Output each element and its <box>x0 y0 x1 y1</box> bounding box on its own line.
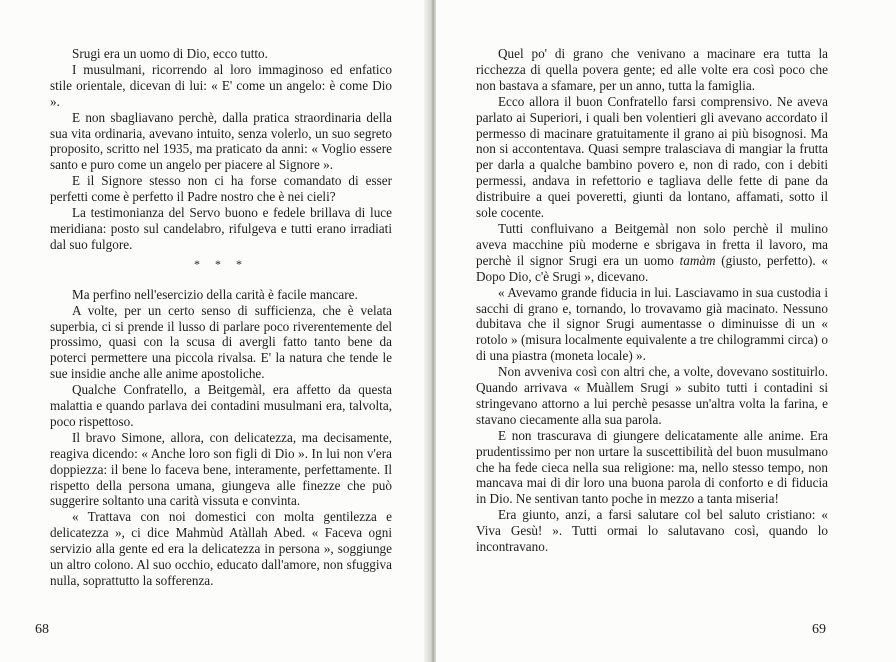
paragraph: « Avevamo grande fiducia in lui. Lasciavamo in sua custodia i sacchi di grano e, tornando, lo trovavamo già macinato. Nessuno dubitava che il signor Srugi aumentasse o diminuisse di un « rotolo » (misura localmente equivalente a tre chilogrammi circa) o di una piastra (moneta locale) ». <box>476 284 828 364</box>
paragraph: E non sbagliavano perchè, dalla pratica straordinaria della sua vita ordinaria, avevano intuito, senza volerlo, un suo segreto proposito, scritto nel 1935, ma praticato da anni: « Voglio essere santo e puro come un angelo per piacere al Signore ». <box>50 109 392 173</box>
paragraph: A volte, per un certo senso di sufficienza, che è velata superbia, ci si prende il lusso di parlare poco riverentemente del prossimo, quasi con la scusa di avergli fatto tanto bene da poterci permettere una piccola rivalsa. E' la natura che tende le sue insidie anche alle anime apostoliche. <box>50 302 392 382</box>
paragraph: E non trascurava di giungere delicatamente alle anime. Era prudentissimo per non urtare la suscettibilità del buon musulmano che ha fede cieca nella sua religione: ma, nello stesso tempo, non mancava mai di dir loro una buona parola di conforto e di fiducia in Dio. Ne sentivan tanto poche in mezzo a tanta miseria! <box>476 427 828 507</box>
paragraph: Ecco allora il buon Confratello farsi comprensivo. Ne aveva parlato ai Superiori, i quali ben volentieri gli avevano accordato il permesso di macinare gratuitamente il grano ai più bisognosi. Ma non si accontentava. Quasi sempre tralasciava di mangiar la frutta per darla a qualche bambino povero e, non di rado, con i debiti permessi, andava in refettorio e tagliava delle fette di pane da distribuire a quei poveretti, giunti da lontano, affamati, sotto il sole cocente. <box>476 93 828 221</box>
paragraph-text: (giusto, perfetto). « Dopo Dio, c'è Srugi », dicevano. <box>476 252 828 284</box>
left-page <box>0 0 432 662</box>
paragraph: Qualche Confratello, a Beitgemàl, era affetto da questa malattia e quando parlava dei contadini musulmani era, talvolta, poco rispettoso. <box>50 382 392 429</box>
paragraph: Ma perfino nell'esercizio della carità è facile mancare. <box>72 286 358 302</box>
page-number: 69 <box>812 622 826 637</box>
paragraph: « Trattava con noi domestici con molta gentilezza e delicatezza », ci dice Mahmùd Atàllah Abed. « Faceva ogni servizio alla gente ed era la delicatezza in persona », soggiunge un altro colono. Al suo occhio, educato dall'amore, non sfuggiva nulla, soprattutto la sofferenza. <box>50 509 392 588</box>
paragraph: Srugi era un uomo di Dio, ecco tutto. <box>72 46 268 61</box>
paragraph-text: Tutti confluivano a Beitgemàl non solo perchè il mulino aveva macchine più moderne e sbrigava in fretta il lavoro, ma perchè il signor Srugi era un uomo <box>476 220 828 268</box>
page-number: 68 <box>35 622 49 637</box>
paragraph: Non avveniva così con altri che, a volte, dovevano sostituirlo. Quando arrivava « Muàllem Srugi » subito tutti i contadini si stringevano attorno a lui perchè pesasse un'altra volta la farina, e stavano ciecamente alla sua parola. <box>476 364 828 427</box>
italic-word: tamàm <box>679 252 716 268</box>
right-page-text <box>476 46 828 555</box>
paragraph: Era giunto, anzi, a farsi salutare col bel saluto cristiano: « Viva Gesù! ». Tutti ormai lo salutavano così, quando lo incontravano. <box>476 507 828 555</box>
paragraph: Il bravo Simone, allora, con delicatezza, ma decisamente, reagiva dicendo: « Anche loro son figli di Dio ». In lui non v'era doppiezza: il bene lo faceva bene, interamente, perfettamente. Il rispetto della persona umana, giungeva alle finezze che può suggerire soltanto una carità vissuta e convinta. <box>50 429 392 509</box>
right-page <box>436 0 896 662</box>
paragraph: E il Signore stesso non ci ha forse comandato di esser perfetti come è perfetto il Padre nostro che è nei cieli? <box>50 173 392 205</box>
paragraph: La testimonianza del Servo buono e fedele brillava di luce meridiana: posto sul candelabro, rifulgeva e tutti erano irradiati dal suo fulgore. <box>50 205 392 252</box>
paragraph <box>476 221 828 285</box>
left-page-text <box>50 46 392 589</box>
paragraph: Quel po' di grano che venivano a macinare era tutta la ricchezza di quella povera gente; ed alle volte era così poco che non bastava a sfamare, per un anno, tutta la famiglia. <box>476 46 828 93</box>
paragraph: I musulmani, ricorrendo al loro immaginoso ed enfatico stile orientale, dicevan di lui: « E' come un angelo: è come Dio ». <box>50 61 392 109</box>
section-separator: * * * <box>194 256 248 271</box>
